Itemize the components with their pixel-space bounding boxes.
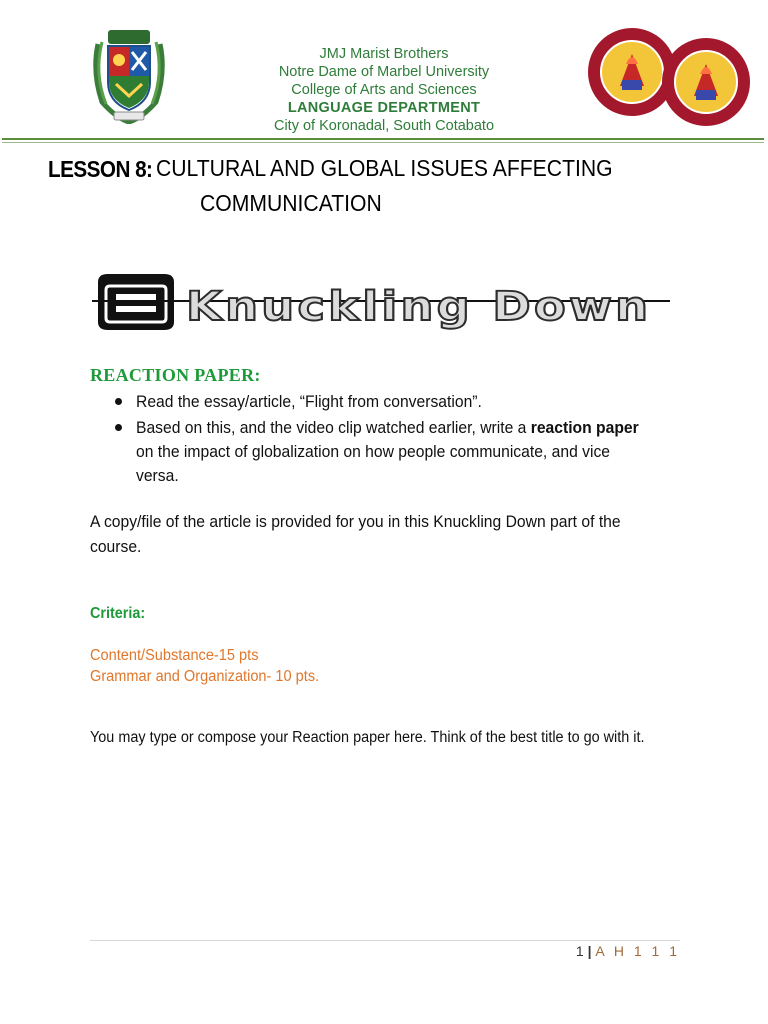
bullet-dot [115, 424, 122, 431]
bullet-dot [115, 398, 122, 405]
bullet-write-reaction-text: Based on this, and the video clip watched earlier, write a [136, 419, 531, 437]
header-department: LANGUAGE DEPARTMENT [287, 100, 481, 116]
reaction-paper-emphasis: reaction paper [530, 419, 639, 437]
lesson-title-line-2: COMMUNICATION [200, 190, 382, 216]
header-divider [2, 138, 764, 140]
footer-separator: | [587, 943, 592, 959]
bullet-write-reaction [136, 416, 639, 440]
header-line-1: JMJ Marist Brothers [319, 46, 449, 62]
course-code: A H 1 1 1 [595, 943, 680, 959]
instruction-text: You may type or compose your Reaction paper here. Think of the best title to go with it. [90, 729, 645, 746]
copy-note-line-2: course. [90, 538, 142, 556]
header-line-2: Notre Dame of Marbel University [278, 64, 490, 80]
copy-note-line-1: A copy/file of the article is provided for you in this Knuckling Down part of the [90, 513, 621, 531]
bullet-write-reaction-line-2: on the impact of globalization on how people communicate, and vice [136, 443, 611, 461]
lesson-title-line-1: CULTURAL AND GLOBAL ISSUES AFFECTING [156, 155, 613, 181]
header-divider-thin [2, 142, 764, 143]
footer-divider [90, 940, 680, 941]
reaction-paper-heading: REACTION PAPER: [90, 365, 261, 385]
criteria-heading: Criteria: [90, 605, 146, 622]
header-location: City of Koronadal, South Cotabato [273, 118, 495, 134]
bullet-read-essay: Read the essay/article, “Flight from conversation”. [136, 393, 482, 411]
knuckles-icon [92, 272, 180, 332]
lesson-number: LESSON 8: [48, 156, 153, 182]
page-footer [560, 943, 680, 959]
college-seals [586, 26, 756, 130]
criteria-item: Content/Substance-15 pts [90, 647, 259, 664]
page-number: 1 [575, 943, 584, 959]
banner-title: Knuckling Down [186, 283, 652, 330]
criteria-item: Grammar and Organization- 10 pts. [90, 668, 320, 685]
bullet-write-reaction-line-3: versa. [136, 467, 179, 485]
header-line-3: College of Arts and Sciences [291, 82, 477, 98]
